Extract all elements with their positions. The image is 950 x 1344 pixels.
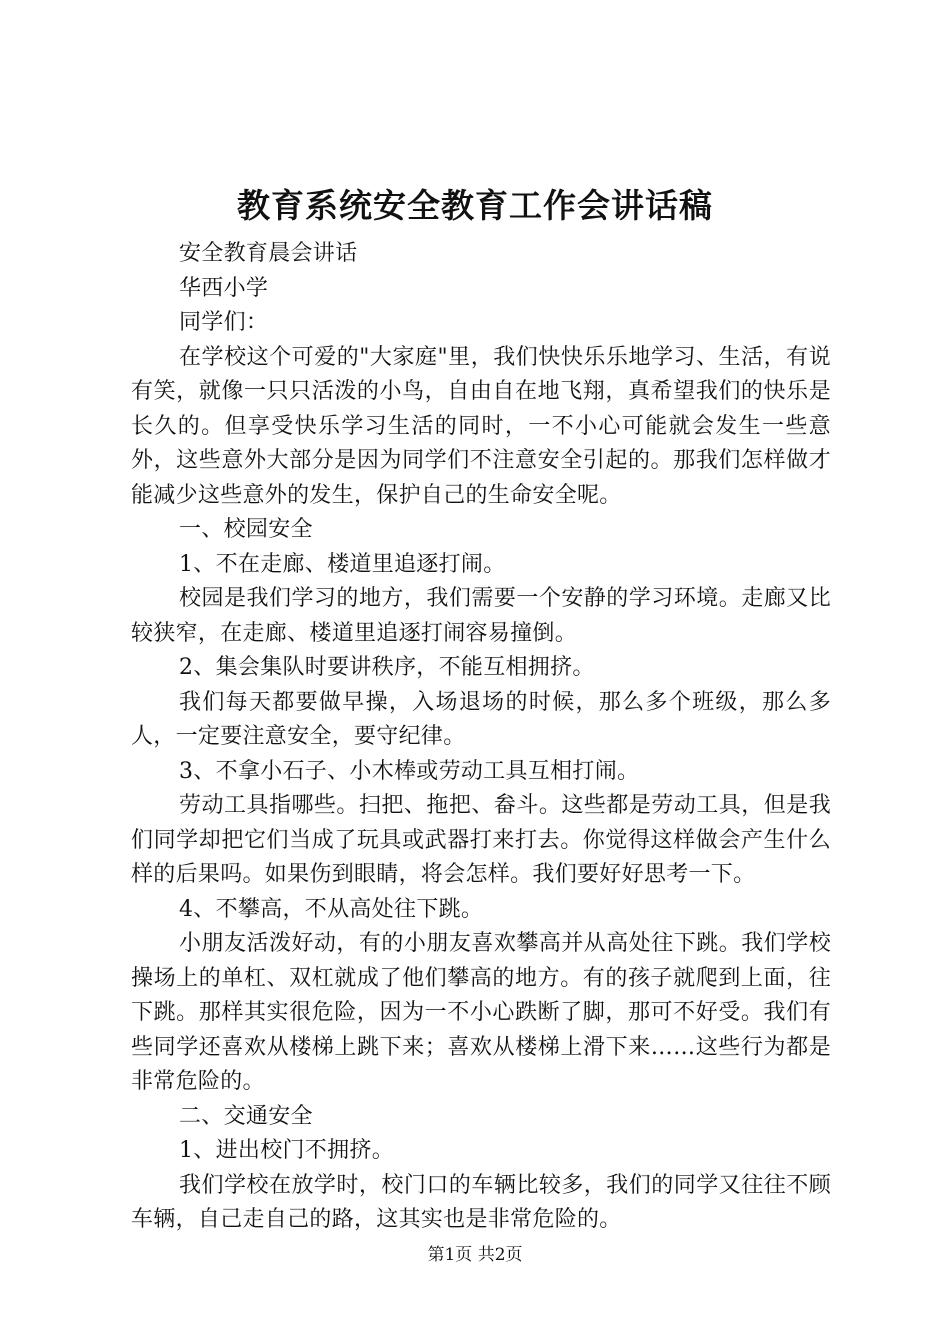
paragraph: 在学校这个可爱的"大家庭"里，我们快快乐乐地学习、生活，有说有笑，就像一只只活泼的小鸟，自由自在地飞翔，真希望我们的快乐是长久的。但享受快乐学习生活的同时，一不小心可能就会发生一些意外，这些意外大部分是因为同学们不注意安全引起的。那我们怎样做才能减少这些意外的发生，保护自己的生命安全呢。 bbox=[131, 344, 831, 508]
paragraph: 华西小学 bbox=[179, 275, 269, 301]
list-item-heading: 1、进出校门不拥挤。 bbox=[179, 1138, 394, 1163]
paragraph: 安全教育晨会讲话 bbox=[179, 241, 358, 266]
paragraph: 校园是我们学习的地方，我们需要一个安静的学习环境。走廊又比较狭窄，在走廊、楼道里追逐打闹容易撞倒。 bbox=[131, 586, 831, 646]
list-item-heading: 2、集会集队时要讲秩序，不能互相拥挤。 bbox=[179, 655, 595, 680]
paragraph: 劳动工具指哪些。扫把、拖把、畚斗。这些都是劳动工具，但是我们同学却把它们当成了玩具或武器打来打去。你觉得这样做会产生什么样的后果吗。如果伤到眼睛，将会怎样。我们要好好思考一下。 bbox=[131, 793, 831, 887]
list-item-heading: 4、不攀高，不从高处往下跳。 bbox=[179, 896, 484, 922]
section-heading: 二、交通安全 bbox=[179, 1103, 313, 1129]
section-heading: 一、校园安全 bbox=[179, 517, 313, 542]
list-item-heading: 1、不在走廊、楼道里追逐打闹。 bbox=[179, 551, 506, 577]
document-body bbox=[131, 237, 831, 1238]
paragraph: 同学们： bbox=[179, 310, 269, 335]
list-item-heading: 3、不拿小石子、小木棒或劳动工具互相打闹。 bbox=[179, 758, 640, 784]
document-title: 教育系统安全教育工作会讲话稿 bbox=[237, 186, 713, 225]
paragraph: 小朋友活泼好动，有的小朋友喜欢攀高并从高处往下跳。我们学校操场上的单杠、双杠就成了他们攀高的地方。有的孩子就爬到上面，往下跳。那样其实很危险，因为一不小心跌断了脚，那可不好受。我们有些同学还喜欢从楼梯上跳下来；喜欢从楼梯上滑下来……这些行为都是非常危险的。 bbox=[131, 931, 831, 1094]
paragraph: 我们每天都要做早操，入场退场的时候，那么多个班级，那么多人，一定要注意安全，要守纪律。 bbox=[131, 689, 831, 749]
page-footer: 第1页 共2页 bbox=[427, 1245, 523, 1265]
paragraph: 我们学校在放学时，校门口的车辆比较多，我们的同学又往往不顾车辆，自己走自己的路，这其实也是非常危险的。 bbox=[131, 1172, 831, 1232]
